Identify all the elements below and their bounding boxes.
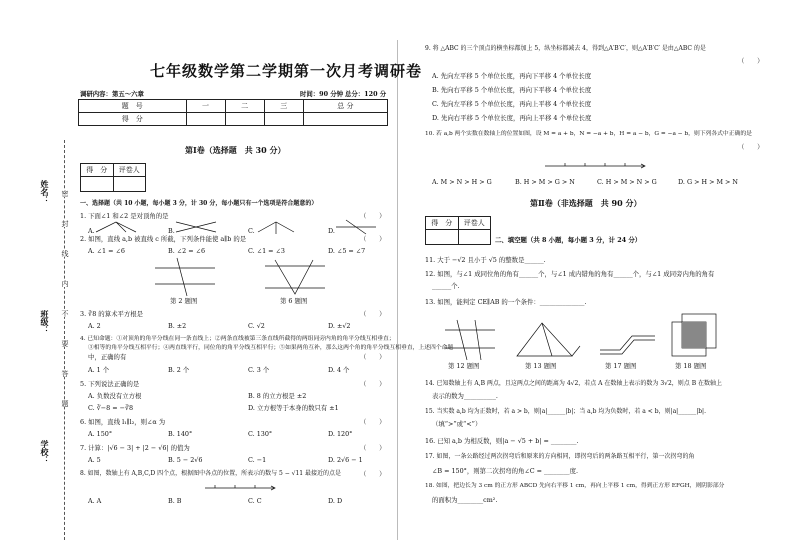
option: D. bbox=[328, 227, 335, 235]
option: D. G > H > M > N bbox=[678, 178, 739, 186]
answer-paren: （ ） bbox=[738, 143, 764, 151]
option: C. H > M > N > G bbox=[597, 178, 657, 186]
question-9: 9. 将 △ABC 的三个顶点的横坐标都加上 5，纵坐标都减去 4，得到△A′B′C′，则△A′B′C′ 是由△ABC 的是 bbox=[425, 45, 706, 52]
option: A. 2 bbox=[88, 322, 101, 330]
part1-title: 第Ⅰ卷（选择题 共 30 分） bbox=[185, 145, 286, 155]
figure-q12 bbox=[445, 320, 495, 360]
answer-paren: （ ） bbox=[360, 212, 386, 220]
question-11: 11. 大于 −√2 且小于 √5 的整数是______. bbox=[425, 256, 546, 264]
figure-caption: 第 12 题图 bbox=[448, 362, 480, 370]
option: A. 先向左平移 5 个单位长度，再向下平移 4 个单位长度 bbox=[432, 72, 592, 80]
option: B. bbox=[168, 227, 175, 235]
question-15: 15. 当实数 a,b 均为正数时，若 a > b，则|a|______|b|；当 a,b 均为负数时，若 a < b，则|a|______|b|. bbox=[425, 408, 706, 415]
question-7: 7. 计算：|√6 − 3| + |2 − √6| 的值为 bbox=[80, 444, 190, 452]
question-6: 6. 如图，直线 l₁∥l₂，则∠α 为 bbox=[80, 418, 166, 426]
answer-paren: （ ） bbox=[360, 444, 386, 452]
option: A. 负数没有立方根 bbox=[88, 392, 142, 400]
option: A. M > N > H > G bbox=[432, 178, 492, 186]
figure-q6 bbox=[265, 258, 325, 296]
number-line-q10 bbox=[545, 158, 645, 172]
score-cell: 得 分 bbox=[79, 113, 187, 126]
q1-figure-a bbox=[96, 220, 136, 234]
question-8: 8. 如图，数轴上有 A,B,C,D 四个点，根据图中各点的位置，所表示的数与 5 − √11 最接近的点是 bbox=[80, 470, 342, 477]
question-4-cont: ③相等的角平分线互相平行；④两直线平行，同位角的角平分线互相平行；⑤如果两角互补，那么这两个角的角平分线互相垂直，上述四个命题 bbox=[88, 345, 454, 351]
question-14-cont: 表示的数为__________. bbox=[432, 392, 498, 400]
option: A. 5 bbox=[88, 456, 101, 464]
question-17: 17. 如图，一条公路经过两次拐弯后和原来的方向相同，即拐弯后的两条路互相平行，第一次拐弯的角 bbox=[425, 453, 695, 460]
question-4: 4. 已知命题：①对顶角的角平分线在同一条直线上；②两条直线被第三条直线所截得的两组同旁内角的角平分线互相垂直； bbox=[80, 336, 395, 342]
question-17-cont: ∠B = 150°，则第二次拐弯的角∠C = ________度. bbox=[432, 467, 579, 475]
question-15-cont: （填“>”或“<”） bbox=[432, 420, 482, 428]
score-cell bbox=[225, 113, 264, 126]
option: B. B bbox=[168, 497, 182, 505]
option: B. 5 − 2√6 bbox=[168, 456, 203, 464]
option: A. ∠1 = ∠6 bbox=[88, 247, 125, 255]
class-label: 班级： bbox=[40, 310, 50, 334]
score-cell bbox=[264, 113, 303, 126]
scope: 调研内容：第五～六章 bbox=[80, 90, 144, 98]
figure-q13 bbox=[512, 318, 582, 358]
question-16: 16. 已知 a,b 为相反数，则|a − √5 + b| = ________. bbox=[425, 437, 579, 445]
figure-q2 bbox=[155, 258, 215, 296]
option: C. −1 bbox=[248, 456, 267, 464]
option: C. ∠1 = ∠3 bbox=[248, 247, 285, 255]
question-2: 2. 如图，直线 a,b 被直线 c 所截，下列条件能使 a∥b 的是 bbox=[80, 235, 247, 243]
answer-paren: （ ） bbox=[360, 380, 386, 388]
grader-box: 得 分 评卷人 bbox=[425, 216, 491, 245]
option: C. C bbox=[248, 497, 262, 505]
answer-paren: （ ） bbox=[360, 470, 386, 478]
name-label: 姓名： bbox=[40, 180, 50, 204]
question-4-cont: 中，正确的有 bbox=[88, 353, 127, 361]
question-1: 1. 下面∠1 和∠2 是对顶角的是 bbox=[80, 212, 169, 220]
score-cell: 二 bbox=[225, 100, 264, 113]
option: D. 先向右平移 5 个单位长度，再向上平移 4 个单位长度 bbox=[432, 114, 592, 122]
option: C. ∛−8 = −∛8 bbox=[88, 404, 134, 412]
page-title: 七年级数学第二学期第一次月考调研卷 bbox=[150, 62, 423, 80]
option: B. 8 的立方根是 ±2 bbox=[248, 392, 307, 400]
answer-paren: （ ） bbox=[360, 235, 386, 243]
option: C. bbox=[248, 227, 255, 235]
q1-figure-b bbox=[176, 220, 216, 234]
question-12-cont: ______个. bbox=[432, 282, 460, 290]
answer-paren: （ ） bbox=[738, 57, 764, 65]
option: B. 140° bbox=[168, 430, 193, 438]
q1-figure-c bbox=[256, 220, 296, 234]
question-14: 14. 已知数轴上有 A,B 两点，且这两点之间的距离为 4√2，若点 A 在数轴上表示的数为 3√2，则点 B 在数轴上 bbox=[425, 380, 723, 387]
part1-intro: 一、选择题（共 10 小题，每小题 3 分，计 30 分，每小题只有一个选项是符合题意的） bbox=[80, 200, 318, 207]
option: D. D bbox=[328, 497, 343, 505]
score-cell: 一 bbox=[186, 100, 225, 113]
question-18-cont: 的面积为________cm². bbox=[432, 496, 498, 504]
question-12: 12. 如图，与∠1 成同位角的角有______个，与∠1 成内错角的角有______个，与∠1 成同旁内角的角有 bbox=[425, 270, 715, 278]
option: D. 120° bbox=[328, 430, 353, 438]
score-cell: 题 号 bbox=[79, 100, 187, 113]
option: A. 150° bbox=[88, 430, 113, 438]
answer-paren: （ ） bbox=[360, 353, 386, 361]
school-label: 学校： bbox=[40, 440, 50, 464]
column-divider bbox=[397, 40, 398, 540]
option: B. ±2 bbox=[168, 322, 187, 330]
option: D. 4 个 bbox=[328, 366, 350, 374]
score-cell: 总 分 bbox=[303, 100, 387, 113]
option: C. 130° bbox=[248, 430, 273, 438]
question-10: 10. 若 a,b 两个实数在数轴上的位置如图，设 M = a + b，N = −a + b，H = a − b，G = −a − b，则下列各式中正确的是 bbox=[425, 131, 752, 137]
figure-caption: 第 13 题图 bbox=[525, 362, 557, 370]
score-table bbox=[78, 99, 388, 126]
option: B. 先向右平移 5 个单位长度，再向下平移 4 个单位长度 bbox=[432, 86, 592, 94]
grader-box: 得 分 评卷人 bbox=[80, 163, 146, 192]
q1-figure-d bbox=[336, 220, 376, 234]
option: D. ±√2 bbox=[328, 322, 351, 330]
score-cell: 三 bbox=[264, 100, 303, 113]
score-cell bbox=[303, 113, 387, 126]
question-5: 5. 下列说法正确的是 bbox=[80, 380, 140, 388]
option: C. 3 个 bbox=[248, 366, 270, 374]
option: D. 2√6 − 1 bbox=[328, 456, 363, 464]
option: C. 先向左平移 5 个单位长度，再向上平移 4 个单位长度 bbox=[432, 100, 592, 108]
option: D. 立方根等于本身的数只有 ±1 bbox=[248, 404, 339, 412]
figure-caption: 第 2 题图 bbox=[170, 297, 198, 305]
answer-paren: （ ） bbox=[360, 310, 386, 318]
figure-caption: 第 6 题图 bbox=[280, 297, 308, 305]
number-line-q8 bbox=[205, 480, 275, 494]
part2-intro: 二、填空题（共 8 小题，每小题 3 分，计 24 分） bbox=[495, 236, 642, 244]
figure-q18 bbox=[670, 312, 718, 360]
figure-q17 bbox=[600, 328, 655, 358]
option: B. H > M > G > N bbox=[515, 178, 575, 186]
option: D. ∠5 = ∠7 bbox=[328, 247, 366, 255]
option: B. ∠2 = ∠6 bbox=[168, 247, 206, 255]
question-18: 18. 如图，把边长为 3 cm 的正方形 ABCD 先向右平移 1 cm，再向上平移 1 cm，得到正方形 EFGH，则阴影部分 bbox=[425, 483, 725, 489]
score-cell bbox=[186, 113, 225, 126]
total-score: 总分：120 分 bbox=[345, 90, 387, 98]
option: A. 1 个 bbox=[88, 366, 110, 374]
option: C. √2 bbox=[248, 322, 265, 330]
option: B. 2 个 bbox=[168, 366, 190, 374]
part2-title: 第Ⅱ卷（非选择题 共 90 分） bbox=[530, 198, 642, 208]
option: A. A bbox=[88, 497, 102, 505]
question-3: 3. ∛8 的算术平方根是 bbox=[80, 310, 144, 318]
question-13: 13. 如图，能判定 CE∥AB 的一个条件：______________. bbox=[425, 298, 587, 306]
figure-caption: 第 17 题图 bbox=[605, 362, 637, 370]
option: A. bbox=[88, 227, 95, 235]
figure-caption: 第 18 题图 bbox=[675, 362, 707, 370]
answer-paren: （ ） bbox=[360, 418, 386, 426]
time: 时间：90 分钟 bbox=[300, 90, 344, 98]
